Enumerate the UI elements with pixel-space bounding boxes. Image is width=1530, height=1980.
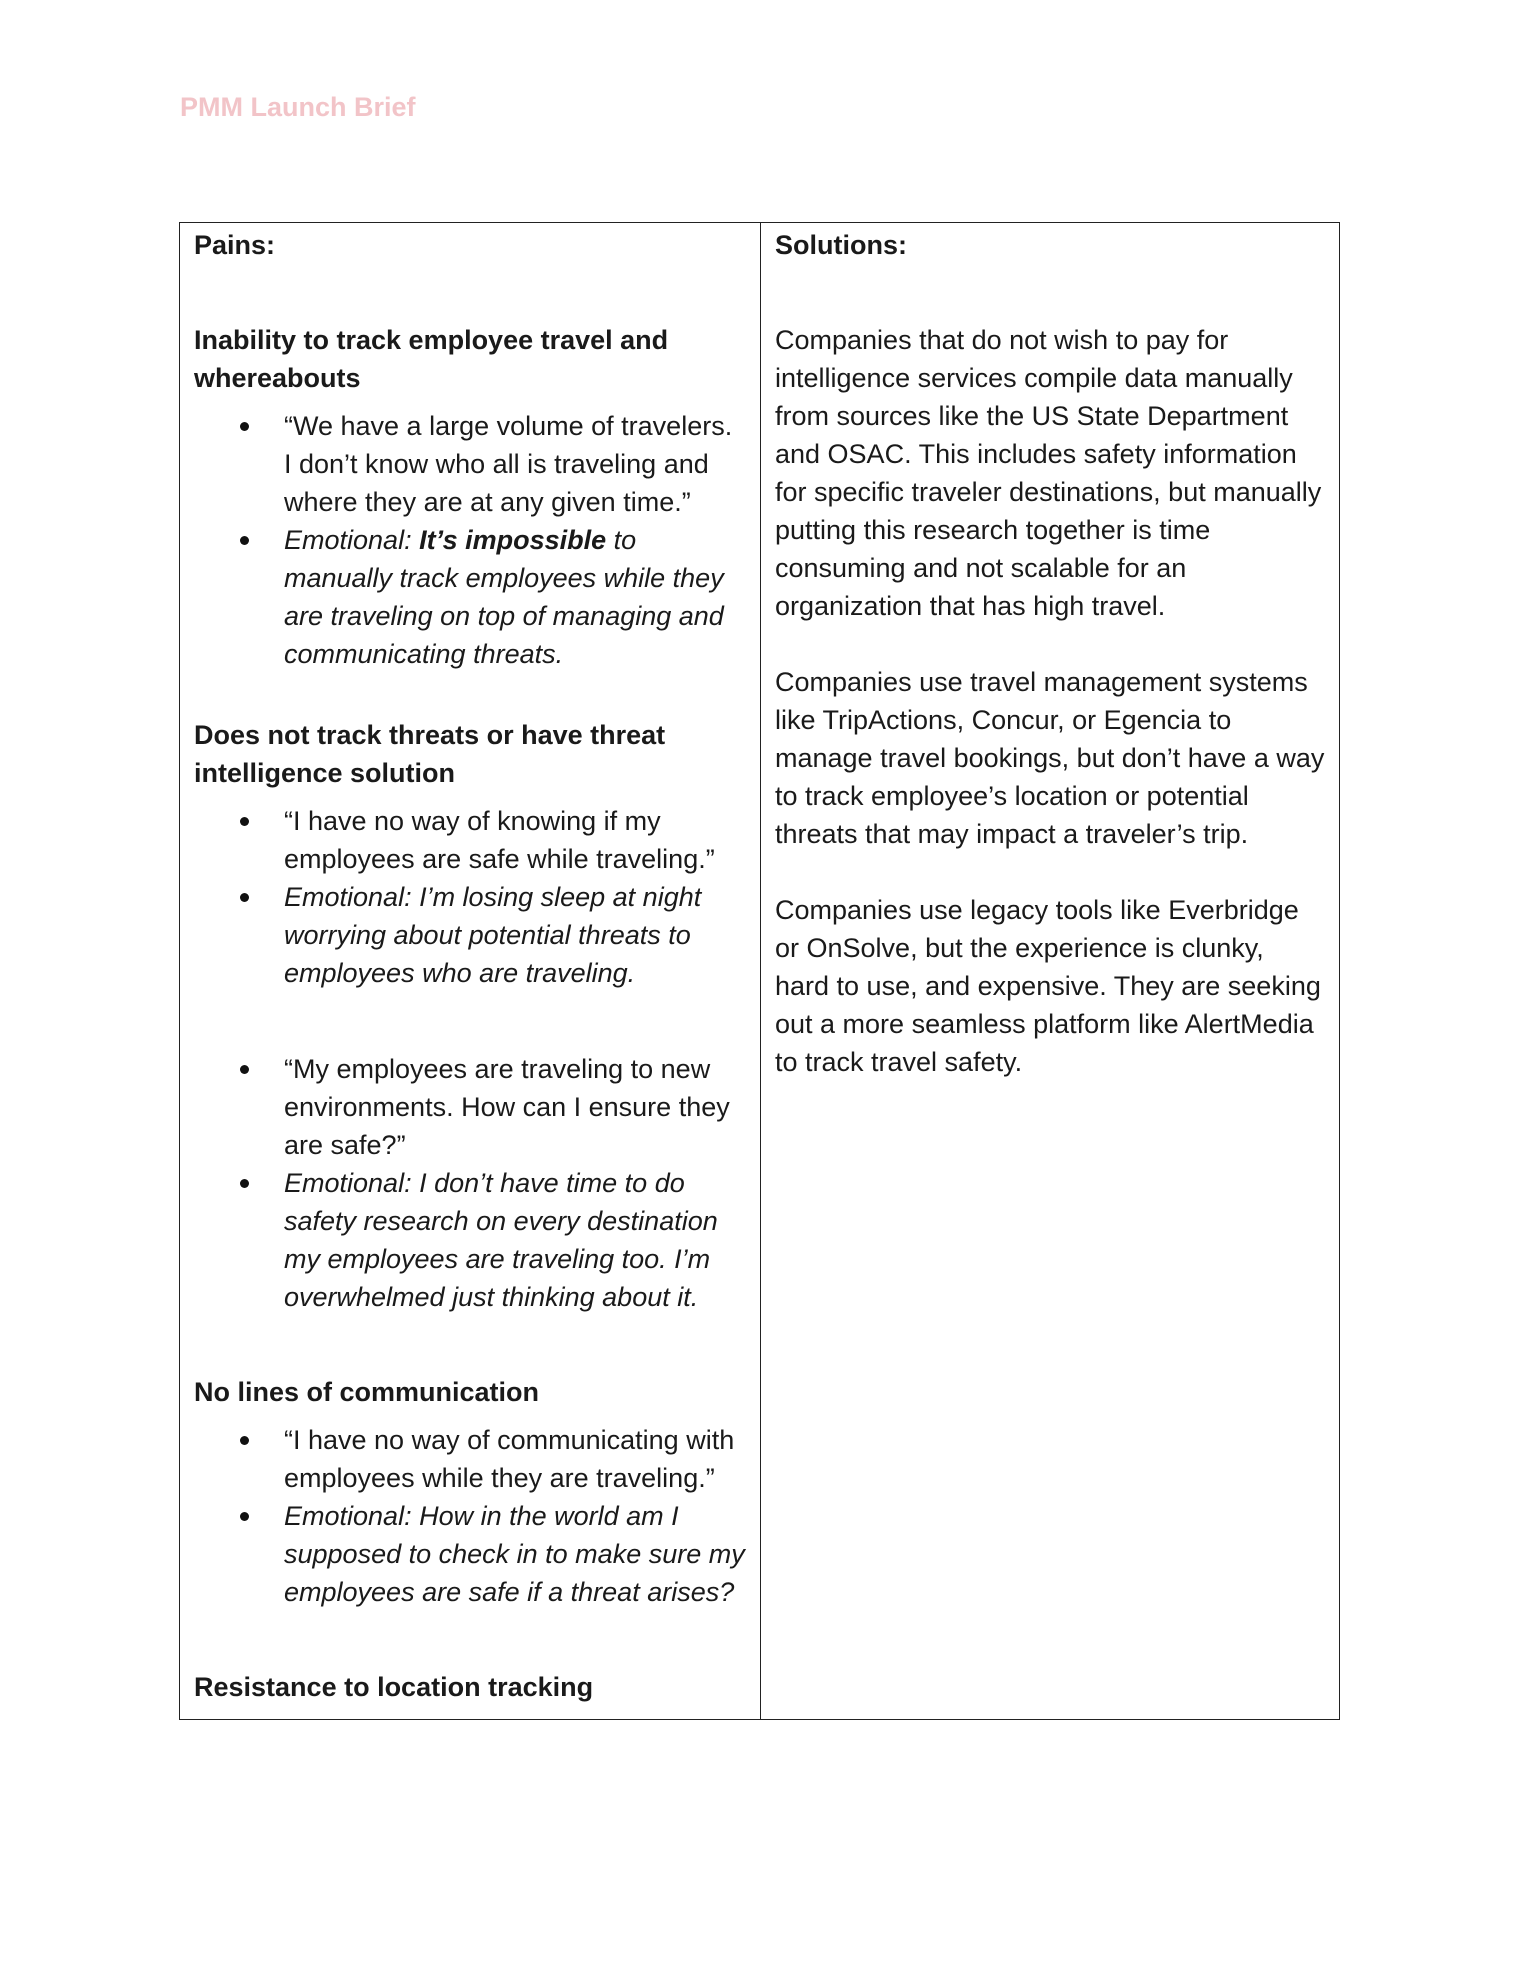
- pain-section: [194, 716, 746, 1316]
- bullet-icon: [240, 817, 249, 826]
- solutions-column: [761, 223, 1339, 1719]
- bullet-icon: [240, 893, 249, 902]
- emotional-item: [194, 1164, 746, 1316]
- document-header: PMM Launch Brief: [180, 92, 416, 122]
- solution-paragraph: Companies that do not wish to pay for intelligence services compile data manually from sources like the US State Department and OSAC. This includes safety information for specific traveler destinations, but manually putting this research together is time consuming and not scalable for an organization that has high travel.: [775, 325, 1322, 621]
- emotional-item: [194, 521, 746, 673]
- quote-text: “I have no way of communicating with employees while they are traveling.”: [284, 1425, 735, 1493]
- pain-section: [194, 1373, 746, 1611]
- pain-title: No lines of communication: [194, 1377, 540, 1407]
- solution-paragraph: Companies use legacy tools like Everbridge or OnSolve, but the experience is clunky, hard to use, and expensive. They are seeking out a more seamless platform like AlertMedia to track travel safety.: [775, 895, 1321, 1077]
- pain-title: Does not track threats or have threat intelligence solution: [194, 720, 666, 788]
- pain-bullets: [194, 407, 746, 673]
- pain-title: Inability to track employee travel and whereabouts: [194, 325, 669, 393]
- emotional-text: to manually track employees while they are traveling on top of managing and communicating threats.: [284, 525, 724, 669]
- pain-bullets: [194, 802, 746, 992]
- bullet-icon: [240, 1436, 249, 1445]
- bullet-icon: [240, 422, 249, 431]
- bullet-icon: [240, 1065, 249, 1074]
- bullet-icon: [240, 1512, 249, 1521]
- emotional-prefix: Emotional:: [284, 525, 420, 555]
- quote-text: “My employees are traveling to new environments. How can I ensure they are safe?”: [284, 1054, 730, 1160]
- pain-section: [194, 1668, 746, 1706]
- emotional-text: Emotional: How in the world am I supposed to check in to make sure my employees are safe if a threat arises?: [284, 1501, 745, 1607]
- solutions-heading: Solutions:: [775, 230, 907, 260]
- pain-bullets: [194, 1050, 746, 1316]
- emotional-text: Emotional: I don’t have time to do safety research on every destination my employees are traveling too. I’m overwhelmed just thinking about it.: [284, 1168, 718, 1312]
- emotional-emphasis: It’s impossible: [419, 525, 607, 555]
- pain-title: Resistance to location tracking: [194, 1672, 594, 1702]
- emotional-text: Emotional: I’m losing sleep at night worrying about potential threats to employees who are traveling.: [284, 882, 702, 988]
- emotional-item: [194, 1497, 746, 1611]
- bullet-icon: [240, 1179, 249, 1188]
- quote-item: [194, 407, 746, 521]
- emotional-item: [194, 878, 746, 992]
- pains-heading: Pains:: [194, 230, 276, 260]
- quote-item: [194, 1050, 746, 1164]
- pains-solutions-table: [179, 222, 1340, 1720]
- solution-paragraph: Companies use travel management systems like TripActions, Concur, or Egencia to manage travel bookings, but don’t have a way to track employee’s location or potential threats that may impact a traveler’s trip.: [775, 667, 1325, 849]
- pain-bullets: [194, 1421, 746, 1611]
- quote-item: [194, 802, 746, 878]
- quote-text: “I have no way of knowing if my employees are safe while traveling.”: [284, 806, 715, 874]
- bullet-icon: [240, 536, 249, 545]
- quote-item: [194, 1421, 746, 1497]
- quote-text: “We have a large volume of travelers. I don’t know who all is traveling and where they are at any given time.”: [284, 411, 733, 517]
- pain-section: [194, 321, 746, 673]
- pains-column: [180, 223, 761, 1719]
